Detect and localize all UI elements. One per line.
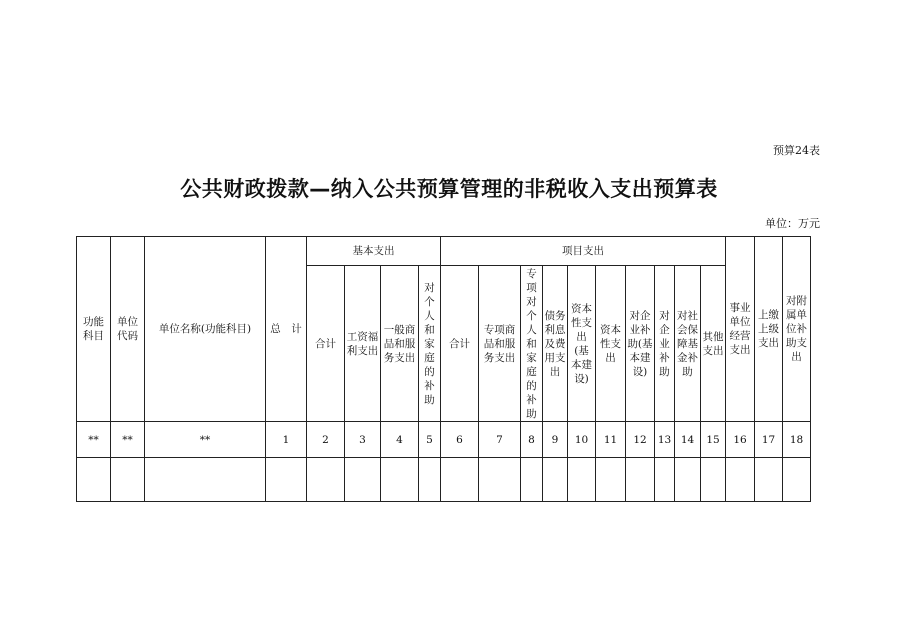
data-cell [521,458,543,502]
data-cell [307,458,345,502]
data-cell [755,458,783,502]
header-project-other: 其他支出 [701,266,726,422]
index-cell: ** [111,422,145,458]
empty-data-row [77,458,811,502]
data-cell [77,458,111,502]
index-cell: ** [77,422,111,458]
data-cell [266,458,307,502]
form-number: 预算24表 [773,144,820,157]
header-remit-superior: 上缴上级支出 [755,237,783,422]
data-cell [419,458,441,502]
index-cell: 11 [596,422,626,458]
index-cell: 7 [479,422,521,458]
header-project-capital-construction: 资本性支出(基本建设) [568,266,596,422]
header-basic-goods-services: 一般商品和服务支出 [381,266,419,422]
index-cell: 15 [701,422,726,458]
index-cell: 18 [783,422,811,458]
data-cell [655,458,675,502]
data-cell [441,458,479,502]
index-cell: 5 [419,422,441,458]
index-cell: 16 [726,422,755,458]
header-project-capital: 资本性支出 [596,266,626,422]
header-basic-household: 对个人和家庭的补助 [419,266,441,422]
index-cell: 12 [626,422,655,458]
index-row [77,422,811,458]
header-basic-expenditure: 基本支出 [307,237,441,266]
header-project-expenditure: 项目支出 [441,237,726,266]
index-cell: 1 [266,422,307,458]
index-cell: 9 [543,422,568,458]
index-cell: 8 [521,422,543,458]
header-basic-subtotal: 合计 [307,266,345,422]
header-total: 总 计 [266,237,307,422]
data-cell [701,458,726,502]
index-cell: ** [145,422,266,458]
data-cell [783,458,811,502]
unit-label: 单位：万元 [765,217,820,230]
header-business-operation: 事业单位经营支出 [726,237,755,422]
header-func-subject: 功能科目 [77,237,111,422]
data-cell [381,458,419,502]
header-unit-code: 单位代码 [111,237,145,422]
index-cell: 10 [568,422,596,458]
index-cell: 13 [655,422,675,458]
header-unit-name: 单位名称(功能科目) [145,237,266,422]
budget-table [76,236,811,502]
data-cell [543,458,568,502]
header-project-household: 专项对个人和家庭的补助 [521,266,543,422]
index-cell: 14 [675,422,701,458]
index-cell: 4 [381,422,419,458]
index-cell: 2 [307,422,345,458]
header-project-goods-services: 专项商品和服务支出 [479,266,521,422]
header-project-enterprise: 对企业补助 [655,266,675,422]
header-project-subtotal: 合计 [441,266,479,422]
data-cell [626,458,655,502]
page-title: 公共财政拨款—纳入公共预算管理的非税收入支出预算表 [180,177,718,201]
index-cell: 17 [755,422,783,458]
data-cell [568,458,596,502]
data-cell [111,458,145,502]
header-project-enterprise-construction: 对企业补助(基本建设) [626,266,655,422]
data-cell [596,458,626,502]
index-cell: 3 [345,422,381,458]
header-project-social-security: 对社会保障基金补助 [675,266,701,422]
index-cell: 6 [441,422,479,458]
data-cell [675,458,701,502]
header-basic-wages: 工资福利支出 [345,266,381,422]
data-cell [726,458,755,502]
header-project-debt-interest: 债务利息及费用支出 [543,266,568,422]
data-cell [145,458,266,502]
header-subsidiary-subsidy: 对附属单位补助支出 [783,237,811,422]
data-cell [345,458,381,502]
data-cell [479,458,521,502]
